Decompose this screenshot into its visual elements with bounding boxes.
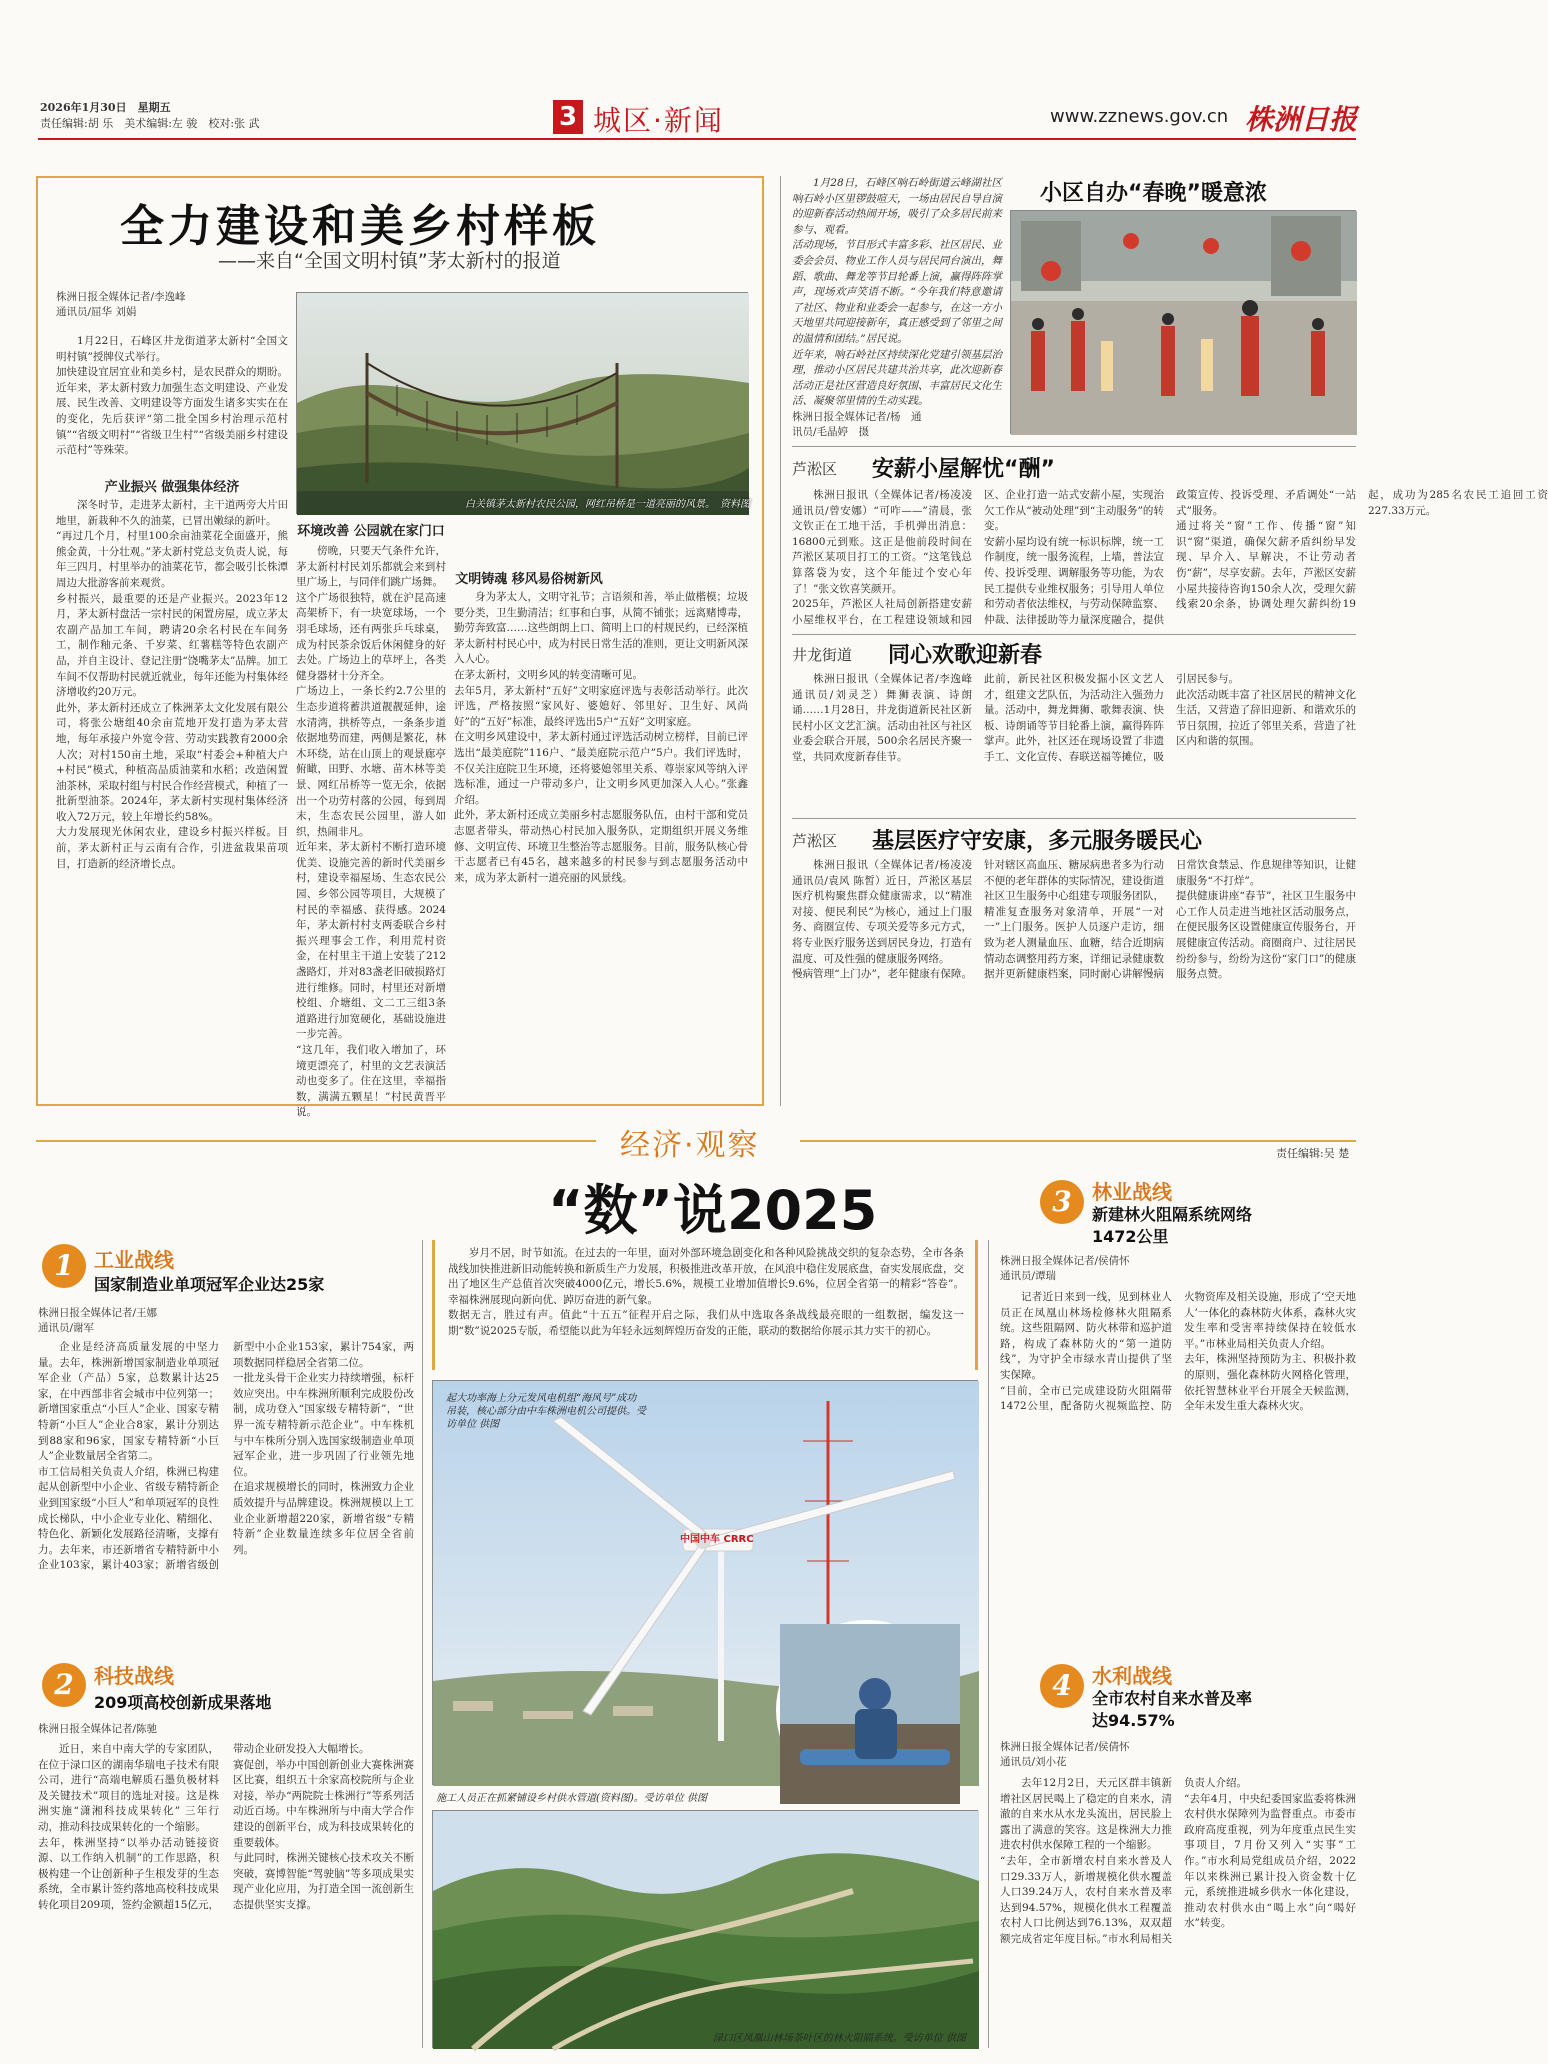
medical-headline: 基层医疗守安康，多元服务暖民心 bbox=[872, 829, 1203, 854]
editor-credits: 责任编辑:胡 乐 美术编辑:左 骏 校对:张 武 bbox=[40, 117, 260, 130]
divider bbox=[792, 634, 1356, 635]
item3-text: 记者近日来到一线，见到林业人员正在凤凰山林场检修林火阻隔系统。这些阻隔网、防火林带和巡护道路，构成了森林防火的“第一道防线”，为守护全市绿水青山提供了坚实保障。 “目前，全市已完成建设防火阻隔带1472公里，配备防火视频监控、防火物资库及相关设施，形成了‘空天地人’一体化的森林防火体系，森林火灾发生率和受害率持续保持在较低水平。”市林业局相关负责人介绍。 去年，株洲坚持预防为主、积极扑救的原则，强化森林防火网格化管理，依托智慧林业平台开展全天候监测，全年未发生重大森林火灾。 bbox=[1000, 1291, 1356, 1413]
lead-photo bbox=[296, 292, 748, 514]
banner-rule-left bbox=[36, 1140, 596, 1142]
forest-photo-caption: 渌口区凤凰山林场茶叶区的林火阻隔系统。受访单位 供图 bbox=[712, 2033, 966, 2044]
anxin-text: 株洲日报讯（全媒体记者/杨凌凌 通讯员/曾安娜）“可咋——”清晨，张文钦正在工地干活，手机弹出消息：16800元到账。这正是他前段时间在芦淞区某项目打工的工资。“这笔钱总算落袋为安，这个年能过个安心年了！”张文钦喜笑颜开。 2025年，芦淞区人社局创新搭建安薪小屋维权平台，在工程建设领域和园区、企业打造一站式安薪小屋，实现治欠工作从“被动处理”到“主动服务”的转变。 安薪小屋均设有统一标识标牌，统一工作制度，统一服务流程，上墙，普法宣传、投诉受理、调解服务等功能，为农民工提供专业维权服务；引导用人单位和劳动者依法维权，与劳动保障监察、仲裁、法律援助等力量深度融合，提供政策宣传、投诉受理、矛盾调处“一站式”服务。 通过将关“窗”工作、传播“窗”知识“窗”渠道，确保欠薪矛盾纠纷早发现、早介入、早解决，不让劳动者伤“薪”，尽享安薪。去年，芦淞区安薪小屋共接待咨询150余人次，受理欠薪线索20余条，协调处理欠薪纠纷19起，成功为285名农民工追回工资227.33万元。 bbox=[792, 489, 1548, 626]
item3-byline: 株洲日报全媒体记者/侯倩怀 通讯员/谭瑞 bbox=[1000, 1255, 1130, 1282]
lead-intro: 1月22日，石峰区井龙街道茅太新村“全国文明村镇”授牌仪式举行。 加快建设宜居宜业和美乡村，是农民群众的期盼。近年来，茅太新村致力加强生态文明建设、产业发展、民生改善、文明建设等方面发生诸多实实在在的变化，先后获评“第二批全国乡村治理示范村镇”“省级文明村”“省级卫生村”“省级美丽乡村建设示范村”等殊荣。 bbox=[56, 335, 288, 457]
item1-title: 工业战线 bbox=[94, 1248, 174, 1272]
turbine-brand: 中国中车 CRRC bbox=[680, 1534, 754, 1545]
forest-photo bbox=[432, 1810, 978, 2048]
lead-heading-civility: 文明铸魂 移风易俗树新风 bbox=[455, 572, 603, 587]
item3-subtitle: 新建林火阻隔系统网络 1472公里 bbox=[1092, 1205, 1253, 1246]
spring-byline: 株洲日报全媒体记者/杨 通 讯员/毛晶婷 摄 bbox=[792, 411, 922, 438]
item1-byline: 株洲日报全媒体记者/王娜 通讯员/谢军 bbox=[38, 1307, 158, 1334]
page-number-badge: 3 bbox=[553, 100, 583, 134]
lead-byline: 株洲日报全媒体记者/李逸峰 通讯员/屈华 刘娟 bbox=[56, 291, 186, 318]
item1-number-icon: 1 bbox=[42, 1244, 86, 1288]
economy-headline: “数”说2025 bbox=[548, 1179, 878, 1242]
lead-col2: 傍晚，只要天气条件允许，茅太新村村民刘乐都就会来到村里广场上，与同伴们跳广场舞。 这个广场很独特，就在沪昆高速高架桥下，有一块宽球场，一个羽毛球场，还有两张乒乓球桌，成为村民茶余饭后休闲健身的好去处。广场边上的草坪上，各类健身器材十分齐全。 广场边上，一条长约2.7公里的生态步道将蓄洪道靓靓延伸，途水清湾，拱桥等点，一条条步道依据地势而建，两侧是繁花，林木环绕，站在山顶上的观景廊亭俯瞰，田野、水塘、苗木林等美景、网红吊桥等一览无余，依据出一个功劳村落的公园，每到周末，生态农民公园里，游人如织，热闹非凡。 近年来，茅太新村不断打造环境优美、设施完善的新时代美丽乡村，建设幸福屋场、生态农民公园、乡邻公园等项目，大规模了村民的幸福感、获得感。2024年，茅太新村村支两委联合乡村振兴理事会工作，利用荒村资金，在村里主干道上安装了212盏路灯，并对83盏老旧破损路灯进行维修。同时，村里还对新增校组、介塘组、文二工三组3条道路进行加宽硬化，基础设施进一步完善。 “这几年，我们收入增加了，环境更漂亮了，村里的文艺表演活动也变多了。住在这里，幸福指数，满满五颗星！”村民黄晋平说。 bbox=[296, 545, 446, 1119]
item2-text: 近日，来自中南大学的专家团队，在位于渌口区的湖南华瑞电子技术有限公司，进行“高端电解质石墨负极材料及关键技术”项目的选址对接。这是株洲实施“潇湘科技成果转化” 三年行动，推动科技成果转化的一个缩影。 去年，株洲坚持“以举办活动链接资源、以工作纳入机制”的工作思路，积极构建一个让创新种子生根发芽的生态系统，全市累计签约落地高校科技成果转化项目209项，签约金额超15亿元，带动企业研发投入大幅增长。 赛促创，举办中国创新创业大赛株洲赛区比赛，组织五十余家高校院所与企业对接，举办“两院院士株洲行”等系列活动近百场。中车株洲所与中南大学合作建设的创新平台，成为科技成果转化的重要载体。 与此同时，株洲关键核心技术攻关不断突破，赛博智能“驾驶脑”等多项成果实现产业化应用，为打造全国一流创新生态提供坚实支撑。 bbox=[38, 1743, 414, 1911]
divider bbox=[792, 818, 1356, 819]
jinglong-headline: 同心欢歌迎新春 bbox=[888, 643, 1043, 668]
lead-col3: 身为茅太人，文明守礼节；言语须和善，举止做楷模；垃圾要分类，卫生勤清洁；红事和白事，从简不铺张；远离赌博毒，勤劳奔致富……这些朗朗上口、简明上口的村规民约，已经深植茅太新村村民心中，成为村民日常生活的准则，更让文明新风深入人心。 在茅太新村，文明乡风的转变清晰可见。 去年5月，茅太新村“五好”文明家庭评选与表彰活动举行。此次评选，严格按照“家风好、婆媳好、邻里好、卫生好、风尚好”的“五好”标准，最终评选出5户“五好”文明家庭。 在文明乡风建设中，茅太新村通过评选活动树立榜样，目前已评选出“最美庭院”116户、“最美庭院示范户”5户。我们评选时，不仅关注庭院卫生环境，还将婆媳邻里关系、尊崇家风等纳入评选标准，通过一户带动多户，让文明乡风更加深入人心。”张鑫介绍。 此外，茅太新村还成立美丽乡村志愿服务队伍，由村干部和党员志愿者带头，带动热心村民加入服务队，定期组织开展义务维修、文明宣传、环境卫生整治等志愿服务。目前，服务队核心骨干志愿者已有45名，越来越多的村民参与到志愿服务活动中来，成为茅太新村一道亮丽的风景线。 bbox=[454, 591, 748, 884]
bridge-photo-illustration bbox=[297, 293, 749, 515]
item2-byline: 株洲日报全媒体记者/陈驰 bbox=[38, 1723, 158, 1735]
spring-photo bbox=[1010, 210, 1356, 434]
header-rule bbox=[38, 138, 1356, 140]
spring-gala-illustration bbox=[1011, 211, 1357, 435]
section-name: 城区·新闻 bbox=[593, 104, 724, 137]
pipe-worker-photo bbox=[776, 1620, 956, 1800]
item4-title: 水利战线 bbox=[1092, 1664, 1172, 1688]
website-url[interactable]: www.zznews.gov.cn bbox=[1050, 106, 1229, 127]
item4-subtitle: 全市农村自来水普及率 达94.57% bbox=[1092, 1689, 1253, 1730]
medical-text: 株洲日报讯（全媒体记者/杨凌凌 通讯员/袁风 陈皙）近日，芦淞区基层医疗机构聚焦群众健康需求，以“精准对接、便民利民”为核心，通过上门服务、商圈宣传、专项关爱等多元方式，将专业医疗服务送到居民身边，打造有温度、可及性强的健康服务网络。 慢病管理“上门办”，老年健康有保障。针对辖区高血压、糖尿病患者多为行动不便的老年群体的实际情况，建设街道社区卫生服务中心组建专项服务团队，精准复查服务对象清单，开展“一对一”上门服务。医护人员逐户走访，细致为老人测量血压、血糖，结合近期病情动态调整用药方案，详细记录健康数据并更新健康档案，同时耐心讲解慢病日常饮食禁忌、作息规律等知识，让健康服务“不打烊”。 提供健康讲座“春节”，社区卫生服务中心工作人员走进当地社区活动服务点，在便民服务区设置健康宣传服务台，开展健康宣传活动。商圈商户、过往居民纷纷参与，纷纷为这份“家门口”的健康服务点赞。 bbox=[792, 859, 1356, 981]
economy-banner: 经济·观察 bbox=[620, 1128, 760, 1163]
lead-heading-industry: 产业振兴 做强集体经济 bbox=[104, 480, 240, 495]
anxin-headline: 安薪小屋解忧“酬” bbox=[872, 457, 1055, 482]
economy-editor: 责任编辑:吴 楚 bbox=[1276, 1147, 1350, 1160]
divider bbox=[792, 446, 1356, 447]
lead-heading-environment: 环境改善 公园就在家门口 bbox=[297, 524, 445, 539]
pipe-worker-illustration bbox=[780, 1624, 960, 1804]
medical-district: 芦淞区 bbox=[792, 832, 838, 850]
lead-photo-caption: 白关镇茅太新村农民公园，网红吊桥是一道亮丽的风景。 资料图 bbox=[465, 499, 750, 510]
item2-number-icon: 2 bbox=[42, 1663, 86, 1707]
economy-intro: 岁月不居，时节如流。在过去的一年里，面对外部环境急剧变化和各种风险挑战交织的复杂态势，全市各条战线加快推进新旧动能转换和新质生产力发展，积极推进改革开放，在风浪中稳住发展底盘，奋实发展底盘，交出了地区生产总值首次突破4000亿元，增长5.6%，规模工业增加值增长9.6%，位居全省第一的精彩“答卷”。幸福株洲展现向新向优、踔厉奋进的新气象。 数据无言，胜过有声。值此“十五五”征程开启之际，我们从中选取各条战线最亮眼的一组数据，编发这一期“数”说2025专版，希望能以此为年轻永远刻辉煌历奋发的正能，联动的数据给你展示其力实干的初心。 bbox=[448, 1247, 964, 1337]
turbine-photo-caption: 起大功率海上分元发风电机组“海风号”成功吊装，核心部分由中车株洲电机公司提供。受访单位 供图 bbox=[446, 1393, 646, 1430]
spring-article-text: 1月28日，石峰区响石岭街道云峰湖社区响石岭小区里锣鼓喧天，一场由居民自导自演的迎新春活动热闹开场，吸引了众多居民前来参与、观看。 活动现场，节目形式丰富多彩、社区居民、业委会会员、物业工作人员与居民同台演出，舞蹈、歌曲、舞龙等节目轮番上演，赢得阵阵掌声，现场欢声笑语不断。“今年我们特意邀请了社区、物业和业委会一起参与，在这一方小天地里共同迎接新年，真正感受到了邻里之间的温情和团结。”居民说。 近年来，响石岭社区持续深化党建引领基层治理，推动小区居民共建共治共享，此次迎新春活动正是社区营造良好氛围、丰富居民文化生活、凝聚邻里情的生动实践。 bbox=[792, 177, 1002, 408]
item4-byline: 株洲日报全媒体记者/侯倩怀 通讯员/刘小花 bbox=[1000, 1741, 1130, 1768]
item4-text: 去年12月2日，天元区群丰镇新增社区居民喝上了稳定的自来水，清澈的自来水从水龙头流出，居民脸上露出了满意的笑容。这是株洲大力推进农村供水保障工程的一个缩影。 “去年，全市新增农村自来水普及人口29.33万人，新增规模化供水覆盖人口39.24万人，农村自来水普及率达到94.57%，规模化供水工程覆盖农村人口比例达到76.13%，双双超额完成省定年度目标。”市水利局相关负责人介绍。 “去年4月，中央纪委国家监委将株洲农村供水保障列为监督重点。市委市政府高度重视，列为年度重点民生实事项目，7月份又列入“实事”工作。”市水利局党组成员介绍，2022年以来株洲已累计投入资金数十亿元，系统推进城乡供水一体化建设，推动农村供水由“喝上水”向“喝好水”转变。 bbox=[1000, 1777, 1356, 1945]
item4-number-icon: 4 bbox=[1040, 1664, 1084, 1708]
item2-title: 科技战线 bbox=[94, 1664, 174, 1688]
pipe-photo-caption: 施工人员正在抓紧铺设乡村供水管道(资料图)。受访单位 供图 bbox=[436, 1793, 707, 1804]
item1-text: 企业是经济高质量发展的中坚力量。去年，株洲新增国家制造业单项冠军企业（产品）5家，总数累计达25家，在中西部非省会城市中位列第一；新增国家重点“小巨人”企业、国家专精特新“小巨人”企业合8家，累计分别达到88家和96家，国家专精特新“小巨人”企业数量居全省第二。 市工信局相关负责人介绍，株洲已构建起从创新型中小企业、省级专精特新企业到国家级“小巨人”和单项冠军的良性成长梯队，中小企业专业化、精细化、特色化、新颖化发展路径清晰，支撑有力。去年来，市还新增省专精特新中小企业103家，累计403家；新增省级创新型中小企业153家，累计754家，两项数据同样稳居全省第二位。 一批龙头骨干企业实力持续增强，标杆效应突出。中车株洲所顺利完成股份改制，成功登入“国家级专精特新”，“世界一流专精特新示范企业”。中车株机与中车株所分别入选国家级制造业单项冠军企业，进一步巩固了行业领先地位。 在追求规模增长的同时，株洲致力企业质效提升与品牌建设。株洲规模以上工业企业新增超220家，新增省级“专精特新”企业数量连续多年位居全省前列。 bbox=[38, 1341, 414, 1572]
forest-firebreak-illustration bbox=[433, 1811, 979, 2049]
spring-headline: 小区自办“春晚”暖意浓 bbox=[1040, 181, 1267, 206]
issue-date: 2026年1月30日 星期五 bbox=[40, 101, 171, 114]
jinglong-text: 株洲日报讯（全媒体记者/李逸峰 通讯员/刘灵芝）舞狮表演、诗朗诵……1月28日，井龙街道新民社区新民村小区文艺汇演。活动由社区与社区业委会联合开展，500余名居民齐聚一堂，共同欢度新春佳节。 此前，新民社区积极发掘小区文艺人才，组建文艺队伍，为活动注入强劲力量。活动中，舞龙舞狮、歌舞表演、快板、诗朗诵等节目轮番上演，赢得阵阵掌声。此外，社区还在现场设置了非遗手工、文化宣传、春联送福等摊位，吸引居民参与。 此次活动既丰富了社区居民的精神文化生活，又营造了辞旧迎新、和谐欢乐的节日氛围，拉近了邻里关系，营造了社区内和谐的氛围。 bbox=[792, 673, 1356, 763]
anxin-district: 芦淞区 bbox=[792, 460, 838, 478]
item1-subtitle: 国家制造业单项冠军企业达25家 bbox=[94, 1275, 325, 1294]
banner-rule-right bbox=[800, 1140, 1356, 1142]
lead-col1: 深冬时节，走进茅太新村，主干道两旁大片田地里，新栽种不久的油菜，已冒出嫩绿的新叶。 “再过几个月，村里100余亩油菜花全面盛开，熊熊金黄，十分壮观。”茅太新村党总支负责人说，每年三四月，村里举办的油菜花节，都会吸引长株潭周边大批游客前来观赏。 乡村振兴，最重要的还是产业振兴。2023年12月，茅太新村盘活一宗村民的闲置房屋，成立茅太农副产品加工车间，聘请20余名村民在车间务工，制作釉元条、千岁菜、红薯糕等特色农副产品，并自主设计、登记注册“饶嘴茅太”品牌。加工车间不仅帮助村民就近就业，每年还能为村集体经济增收约20万元。 此外，茅太新村还成立了株洲茅太文化发展有限公司，将张公塘组40余亩荒地开发打造为茅太营地，每年承接户外宽令营、劳动实践教育2000余人次；对村150亩土地，采取“村委会+种植大户+村民”模式，种植高品质油菜和水稻；改造闲置油茶林，采取村组与村民合作经营模式，种植了一批新型油茶。2024年，茅太新村实现村集体经济收入72万元，较上年增长约58%。 大力发展现光休闲农业，建设乡村振兴样板。目前，茅太新村正与云南有合作，引进盆栽果苗项目，打造新的经济增长点。 bbox=[56, 499, 288, 870]
lead-headline: 全力建设和美乡村样板 bbox=[120, 201, 600, 252]
jinglong-district: 井龙街道 bbox=[792, 646, 853, 664]
item2-subtitle: 209项高校创新成果落地 bbox=[94, 1693, 272, 1712]
lead-subtitle: ——来自“全国文明村镇”茅太新村的报道 bbox=[218, 250, 561, 272]
column-divider bbox=[988, 1240, 989, 2048]
item3-number-icon: 3 bbox=[1040, 1180, 1084, 1224]
masthead-logo: 株洲日报 bbox=[1245, 103, 1358, 136]
column-divider bbox=[780, 176, 781, 1106]
item3-title: 林业战线 bbox=[1092, 1180, 1172, 1204]
column-divider bbox=[422, 1240, 423, 2048]
